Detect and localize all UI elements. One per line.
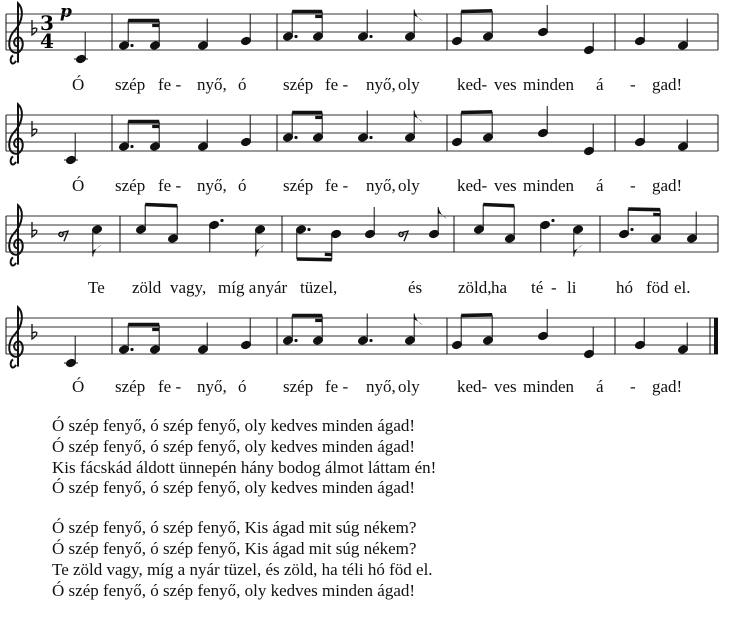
augmentation-dot (551, 219, 554, 222)
lyric-syllable: nyő, (197, 377, 227, 396)
treble-clef (9, 307, 23, 367)
note-flag (414, 111, 423, 123)
lyric-syllable: ves (494, 377, 517, 396)
lyric-syllable: szép (115, 75, 146, 94)
lyric-syllable: hó (616, 278, 633, 297)
lyric-syllable: minden (523, 75, 574, 94)
lyric-syllable: vagy, (170, 278, 207, 297)
note-beam (297, 259, 332, 260)
lyric-syllable: nyő, (366, 176, 396, 195)
verse-line: Ó szép fenyő, ó szép fenyő, oly kedves minden ágad! (52, 580, 416, 600)
augmentation-dot (369, 35, 372, 38)
lyric-syllable: Ó (72, 75, 85, 94)
verse-line: Ó szép fenyő, ó szép fenyő, oly kedves minden ágad! (52, 436, 416, 456)
note-beam (628, 209, 660, 210)
lyric-syllable: té (531, 278, 544, 297)
note-beam (145, 205, 177, 206)
lyric-syllable: ó (238, 176, 247, 195)
lyric-syllable: oly (398, 377, 420, 396)
flat-sign (32, 324, 37, 339)
flat-sign (32, 121, 37, 136)
augmentation-dot (130, 44, 133, 47)
lyric-syllable: nyár (257, 278, 288, 297)
lyric-syllable: nyő, (366, 377, 396, 396)
treble-clef (9, 205, 23, 265)
lyric-syllable: fe - (158, 176, 182, 195)
augmentation-dot (220, 219, 223, 222)
verse-line: Ó szép fenyő, ó szép fenyő, oly kedves minden ágad! (52, 478, 416, 498)
note-flag (414, 10, 423, 22)
stanza-1 (52, 416, 436, 499)
lyric-syllable: ha (491, 278, 508, 297)
eighth-rest (59, 231, 68, 241)
verse-line: Te zöld vagy, míg a nyár tüzel, és zöld, ha téli hó föd el. (52, 559, 433, 579)
lyric-syllable: el. (674, 278, 691, 297)
note-flag (438, 207, 447, 219)
lyric-syllable: nyő, (366, 75, 396, 94)
lyric-syllable: - (630, 176, 636, 195)
lyric-syllable: gad! (652, 176, 683, 195)
augmentation-dot (294, 35, 297, 38)
verse-line: Ó szép fenyő, ó szép fenyő, Kis ágad mit súg nékem? (52, 538, 417, 558)
lyric-syllable: ves (494, 75, 517, 94)
lyric-syllable: gad! (652, 75, 683, 94)
treble-clef (9, 3, 23, 63)
lyric-syllable: Te (88, 278, 105, 297)
lyric-syllable: gad! (652, 377, 683, 396)
augmentation-dot (630, 228, 633, 231)
lyric-syllable: nyő, (197, 176, 227, 195)
lyric-syllable: - (630, 75, 636, 94)
lyric-syllable: minden (523, 176, 574, 195)
lyric-syllable: oly (398, 176, 420, 195)
lyric-syllable: fe - (325, 75, 349, 94)
lyric-syllable: és (408, 278, 423, 297)
lyric-syllable: minden (523, 377, 574, 396)
lyric-syllable: ked- (457, 75, 488, 94)
lyric-syllable: á (596, 75, 604, 94)
note-flag (256, 245, 265, 257)
lyric-syllable: á (596, 176, 604, 195)
note-flag (414, 314, 423, 326)
verse-line: Ó szép fenyő, ó szép fenyő, oly kedves minden ágad! (52, 416, 416, 435)
augmentation-dot (307, 228, 310, 231)
note-beam (461, 315, 492, 316)
lyric-syllable: Ó (72, 377, 85, 396)
lyric-syllable: ked- (457, 176, 488, 195)
stanza-2 (52, 518, 436, 601)
lyrics-verses (52, 416, 436, 620)
lyric-syllable: szép (115, 377, 146, 396)
lyric-syllable: ó (238, 75, 247, 94)
lyric-syllable: - (630, 377, 636, 396)
final-barline-thick (714, 318, 718, 354)
lyric-syllable: Ó (72, 176, 85, 195)
augmentation-dot (130, 145, 133, 148)
lyric-syllable: zöld (132, 278, 162, 297)
flat-sign (32, 20, 37, 35)
dynamic-marking: p (60, 2, 72, 22)
note-beam (483, 205, 514, 206)
lyric-syllable: tüzel, (300, 278, 338, 297)
lyric-syllable: zöld, (458, 278, 492, 297)
lyric-syllable: fe - (158, 75, 182, 94)
lyric-syllable: oly (398, 75, 420, 94)
note-flag (93, 245, 102, 257)
lyric-syllable: szép (283, 377, 314, 396)
flat-sign (32, 222, 37, 237)
verse-line: Kis fácskád áldott ünnepén hány bodog álmot láttam én! (52, 457, 437, 477)
treble-clef (9, 104, 23, 164)
lyric-syllable: szép (283, 75, 314, 94)
lyric-syllable: míg a (218, 278, 257, 297)
lyric-syllable: ó (238, 377, 247, 396)
lyric-syllable: ves (494, 176, 517, 195)
lyric-syllable: á (596, 377, 604, 396)
lyric-syllable: li (567, 278, 577, 297)
lyric-syllable: - (551, 278, 557, 297)
augmentation-dot (294, 339, 297, 342)
eighth-rest (399, 231, 408, 241)
note-beam (461, 112, 492, 113)
note-flag (574, 245, 583, 257)
note-beam (461, 11, 492, 12)
time-signature-top: 3 (40, 11, 54, 35)
lyric-syllable: fe - (325, 377, 349, 396)
lyric-syllable: nyő, (197, 75, 227, 94)
lyric-syllable: fe - (158, 377, 182, 396)
lyric-syllable: föd (646, 278, 669, 297)
time-signature-bottom: 4 (40, 29, 54, 53)
lyric-syllable: szép (283, 176, 314, 195)
lyric-syllable: fe - (325, 176, 349, 195)
lyric-syllable: ked- (457, 377, 488, 396)
augmentation-dot (369, 339, 372, 342)
augmentation-dot (130, 348, 133, 351)
augmentation-dot (369, 136, 372, 139)
lyric-syllable: szép (115, 176, 146, 195)
augmentation-dot (294, 136, 297, 139)
verse-line: Ó szép fenyő, ó szép fenyő, Kis ágad mit súg nékem? (52, 518, 417, 538)
